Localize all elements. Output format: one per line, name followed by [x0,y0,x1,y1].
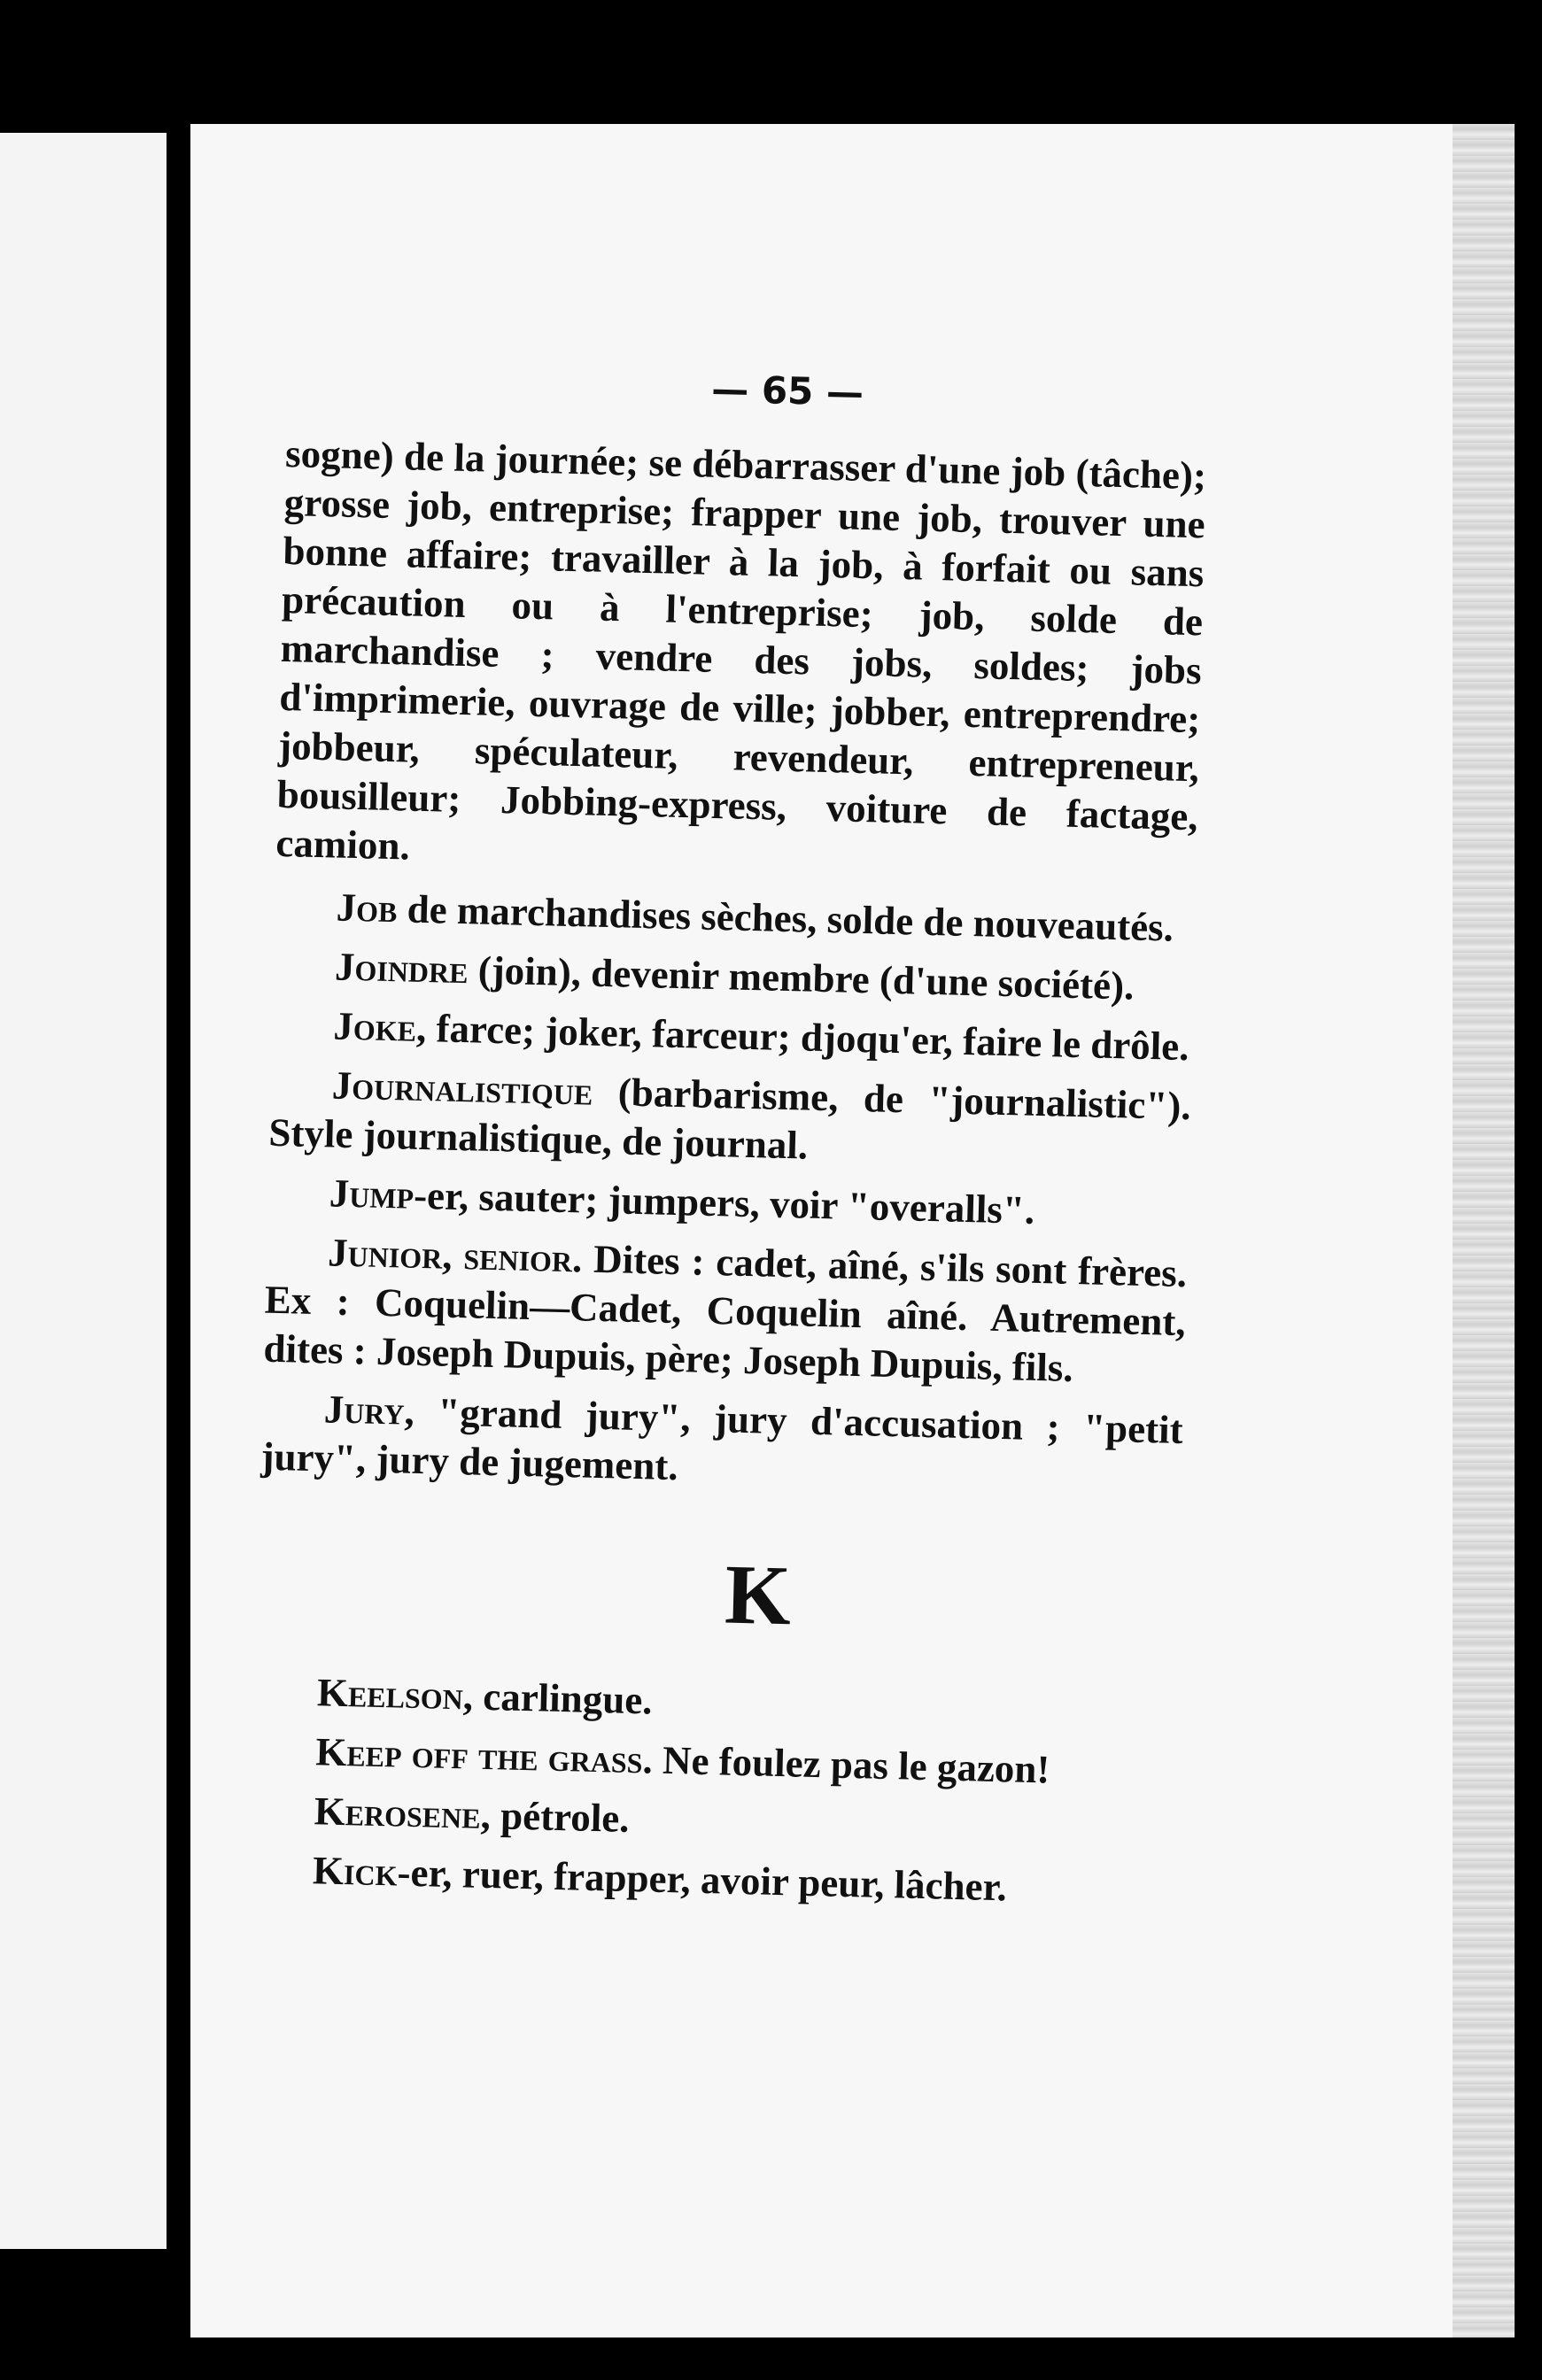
page-edge [1453,124,1515,2338]
page-content [250,354,1208,1927]
entry-joindre: Joindre (join), devenir membre (d'une société). [334,944,1135,1008]
entry-junior: Junior, senior. Dites : cadet, aîné, s'ils sont frères. Ex : Coquelin—Cadet, Coquelin aîné. Autrement, dites : Joseph Dupuis, père; Joseph Dupuis, fils. [262,1230,1188,1390]
entry-kick: Kick-er, ruer, frapper, avoir peur, lâcher. [312,1848,1008,1910]
section-heading-k: K [724,1546,793,1643]
entry-kerosene: Kerosene, pétrole. [314,1789,631,1841]
entry-keelson: Keelson, carlingue. [316,1670,654,1723]
entry-jury: Jury, "grand jury", jury d'accusation ; "petit jury", jury de jugement. [260,1387,1184,1489]
facing-page [0,133,167,2249]
entry-job: Job de marchandises sèches, solde de nouveautés. [336,885,1174,950]
entry-jump: Jump-er, sauter; jumpers, voir "overalls". [329,1171,1035,1232]
page-number: — 65 — [710,367,864,414]
intro-paragraph: sogne) de la journée; se débarrasser d'une job (tâche); grosse job, entreprise; frapper une job, trouver une bonne affaire; travailler à la job, à forfait ou sans précaution ou à l'entreprise; job, solde de marchandise ; vendre des jobs, soldes; jobs d'imprimerie, ouvrage de ville; jobber, entreprendre; jobbeur, spéculateur, revendeur, entrepreneur, bousilleur; Jobbing-express, voiture de factage, camion. [275,430,1207,869]
entry-joke: Joke, farce; joker, farceur; djoqu'er, faire le drôle. [332,1003,1190,1070]
entry-journalistique: Journalistique (barbarisme, de "journalistic"). Style journalistique, de journal. [267,1062,1192,1168]
entry-keep-off: Keep off the grass. Ne foulez pas le gazon! [314,1729,1051,1792]
